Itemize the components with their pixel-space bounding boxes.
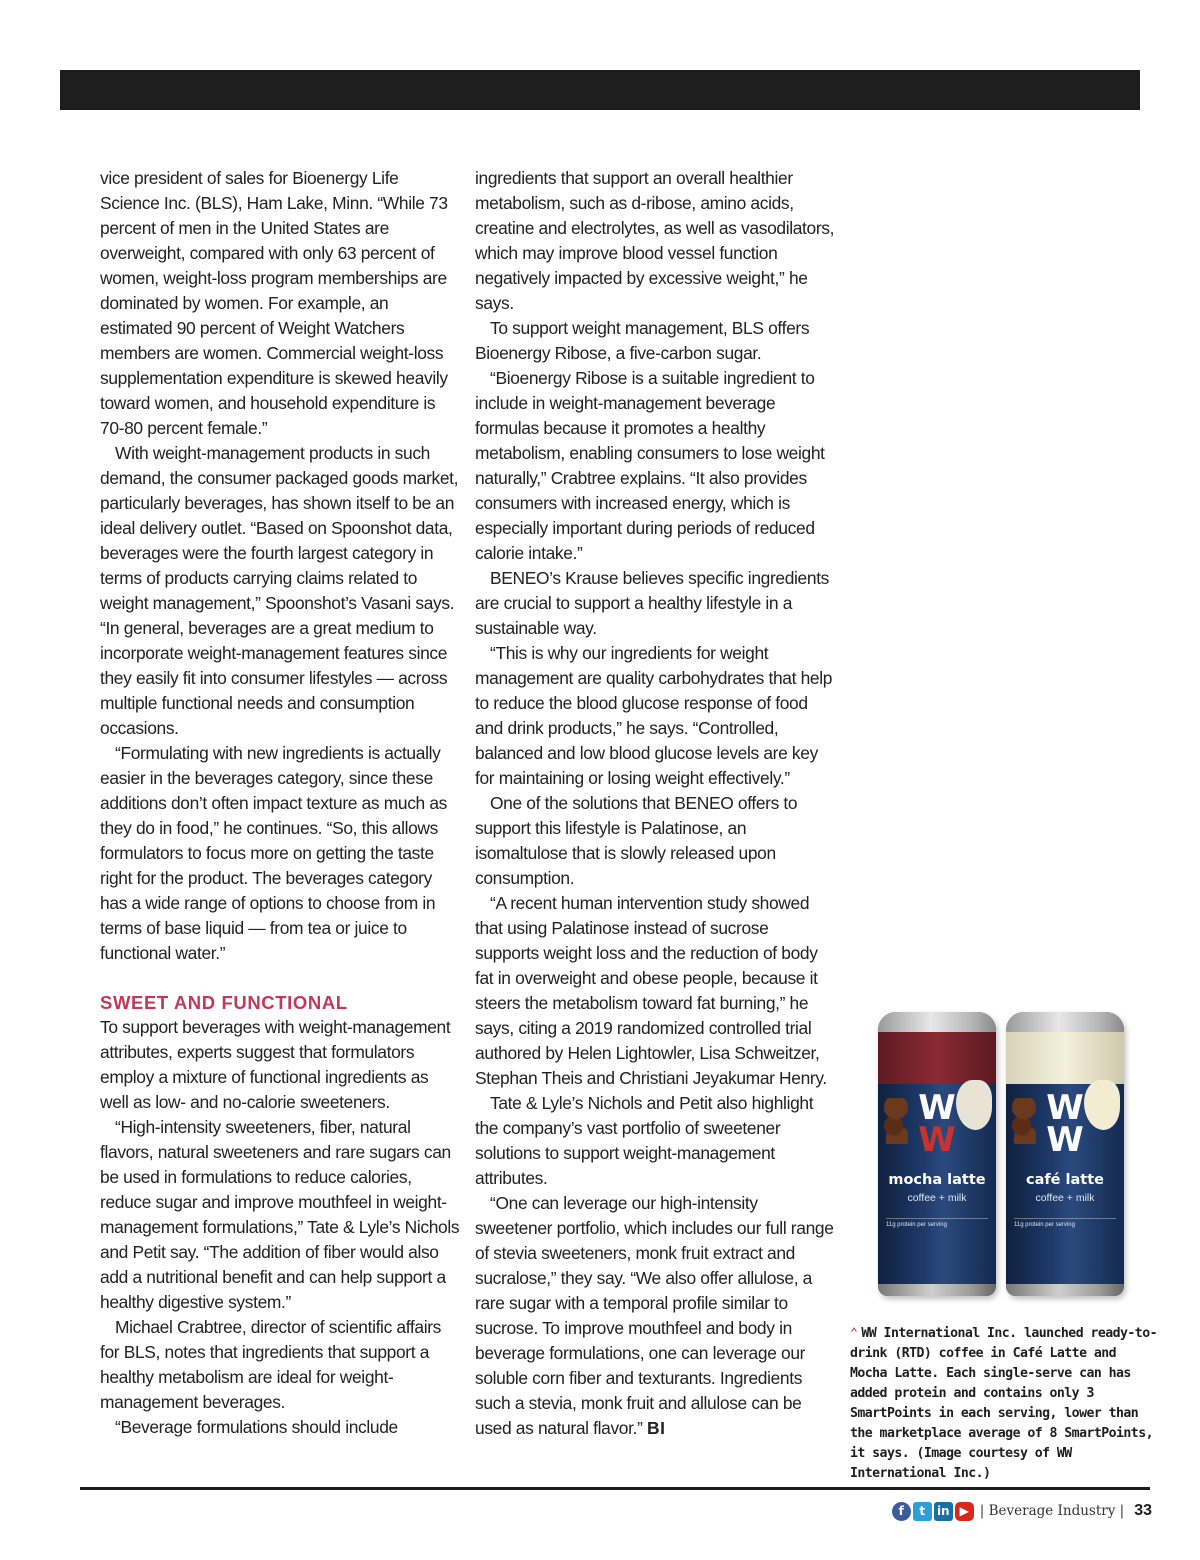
ww-logo bbox=[878, 1088, 996, 1160]
ww-logo bbox=[1006, 1088, 1124, 1160]
youtube-icon[interactable]: ▶ bbox=[955, 1502, 974, 1521]
ww-logo-top: W bbox=[918, 1088, 956, 1128]
paragraph: “Formulating with new ingredients is actually easier in the beverages category, since these additions don’t often impact texture as much as they do in food,” he continues. “So, this allows formulators to focus more on getting the taste right for the product. The beverages category has a wide range of options to choose from in terms of base liquid — from tea or juice to functional water.” bbox=[100, 743, 448, 963]
can-product-sub: coffee + milk bbox=[907, 1192, 967, 1204]
paragraph-text: “One can leverage our high-intensity sweetener portfolio, which includes our full range of stevia sweeteners, monk fruit extract and sucralose,” they say. “We also offer allulose, a rare sugar with a temporal profile similar to sucrose. To improve mouthfeel and body in beverage formulations, one can leverage our soluble corn fiber and texturants. Ingredients such a stevia, monk fruit and allulose can be used as natural flavor.” bbox=[475, 1193, 834, 1438]
can-base bbox=[878, 1284, 996, 1296]
paragraph: Tate & Lyle’s Nichols and Petit also highlight the company’s vast portfolio of sweetener solutions to support weight-management attributes. bbox=[475, 1093, 814, 1188]
twitter-icon[interactable]: t bbox=[913, 1502, 932, 1521]
can-product-name: mocha latte bbox=[888, 1172, 986, 1188]
can-base bbox=[1006, 1284, 1124, 1296]
ww-logo-bottom: W bbox=[918, 1120, 956, 1160]
article-column-middle bbox=[475, 166, 835, 1441]
can-lid bbox=[878, 1012, 996, 1032]
paragraph: ingredients that support an overall healthier metabolism, such as d-ribose, amino acids, creatine and electrolytes, as well as vasodilators, which may improve blood vessel function negatively impacted by excessive weight,” he says. bbox=[475, 168, 835, 313]
paragraph bbox=[475, 1191, 835, 1441]
linkedin-icon[interactable]: in bbox=[934, 1502, 953, 1521]
page-footer bbox=[892, 1500, 1152, 1522]
end-mark: BI bbox=[647, 1418, 666, 1438]
paragraph: One of the solutions that BENEO offers to support this lifestyle is Palatinose, an isomaltulose that is slowly released upon consumption. bbox=[475, 793, 798, 888]
can-band bbox=[1006, 1032, 1124, 1084]
paragraph: vice president of sales for Bioenergy Life Science Inc. (BLS), Ham Lake, Minn. “While 73 percent of men in the United States are overweight, compared with only 63 percent of women, weight-loss program memberships are dominated by women. For example, an estimated 90 percent of Weight Watchers members are women. Commercial weight-loss supplementation expenditure is skewed heavily toward women, and household expenditure is 70-80 percent female.” bbox=[100, 168, 448, 438]
can-product-sub: coffee + milk bbox=[1035, 1192, 1095, 1204]
can-protein-label: 11g protein per serving bbox=[886, 1218, 988, 1241]
publication-name: | Beverage Industry | bbox=[979, 1503, 1125, 1519]
paragraph: To support weight management, BLS offers Bioenergy Ribose, a five-carbon sugar. bbox=[475, 318, 810, 363]
can-protein-label: 11g protein per serving bbox=[1014, 1218, 1116, 1241]
social-links bbox=[892, 1502, 974, 1521]
can-band bbox=[878, 1032, 996, 1084]
ww-logo-bottom: W bbox=[1046, 1120, 1084, 1160]
paragraph: Michael Crabtree, director of scientific affairs for BLS, notes that ingredients that support a healthy metabolism are ideal for weight-management beverages. bbox=[100, 1317, 441, 1412]
caret-up-icon: ⌃ bbox=[850, 1326, 858, 1341]
header-bar bbox=[60, 70, 1140, 110]
paragraph: “Bioenergy Ribose is a suitable ingredient to include in weight-management beverage formulas because it promotes a healthy metabolism, enabling consumers to lose weight naturally,” Crabtree explains. “It also provides consumers with increased energy, which is especially important during periods of reduced calorie intake.” bbox=[475, 368, 825, 563]
article-column-left bbox=[100, 166, 460, 1440]
can-cafe-latte bbox=[1006, 1012, 1124, 1296]
caption-text: WW International Inc. launched ready-to-drink (RTD) coffee in Café Latte and Mocha Latte. Each single-serve can has added protein and contains only 3 SmartPoints in each serving, lower than the marketplace average of 8 SmartPoints, it says. (Image courtesy of WW International Inc.) bbox=[850, 1326, 1157, 1481]
page-number: 33 bbox=[1134, 1502, 1152, 1519]
footer-rule bbox=[80, 1487, 1150, 1490]
paragraph: With weight-management products in such demand, the consumer packaged goods market, particularly beverages, has shown itself to be an ideal delivery outlet. “Based on Spoonshot data, beverages were the fourth largest category in terms of products carrying claims related to weight management,” Spoonshot’s Vasani says. “In general, beverages are a great medium to incorporate weight-management features since they easily fit into consumer lifestyles — across multiple functional needs and consumption occasions. bbox=[100, 443, 459, 738]
can-lid bbox=[1006, 1012, 1124, 1032]
can-product-name: café latte bbox=[1025, 1172, 1105, 1188]
paragraph: “This is why our ingredients for weight management are quality carbohydrates that help to reduce the blood glucose response of food and drink products,” he says. “Controlled, balanced and low blood glucose levels are key for maintaining or losing weight effectively.” bbox=[475, 643, 833, 788]
paragraph: To support beverages with weight-management attributes, experts suggest that formulators employ a mixture of functional ingredients as well as low- and no-calorie sweeteners. bbox=[100, 1017, 451, 1112]
facebook-icon[interactable]: f bbox=[892, 1502, 911, 1521]
paragraph: BENEO’s Krause believes specific ingredients are crucial to support a healthy lifestyle in a sustainable way. bbox=[475, 568, 830, 638]
image-caption bbox=[850, 1324, 1160, 1484]
paragraph: “Beverage formulations should include bbox=[115, 1417, 398, 1437]
ww-logo-top: W bbox=[1046, 1088, 1084, 1128]
section-heading: SWEET AND FUNCTIONAL bbox=[100, 992, 348, 1013]
product-photo bbox=[872, 1012, 1128, 1300]
can-mocha-latte bbox=[878, 1012, 996, 1296]
paragraph: “A recent human intervention study showed that using Palatinose instead of sucrose supports weight loss and the reduction of body fat in overweight and obese people, because it steers the metabolism toward fat burning,” he says, citing a 2019 randomized controlled trial authored by Helen Lightowler, Lisa Schweitzer, Stephan Theis and Christiani Jeyakumar Henry. bbox=[475, 893, 827, 1088]
paragraph: “High-intensity sweeteners, fiber, natural flavors, natural sweeteners and rare sugars can be used in formulations to reduce calories, reduce sugar and improve mouthfeel in weight-management formulations,” Tate & Lyle’s Nichols and Petit say. “The addition of fiber would also add a nutritional benefit and can help support a healthy digestive system.” bbox=[100, 1117, 460, 1312]
